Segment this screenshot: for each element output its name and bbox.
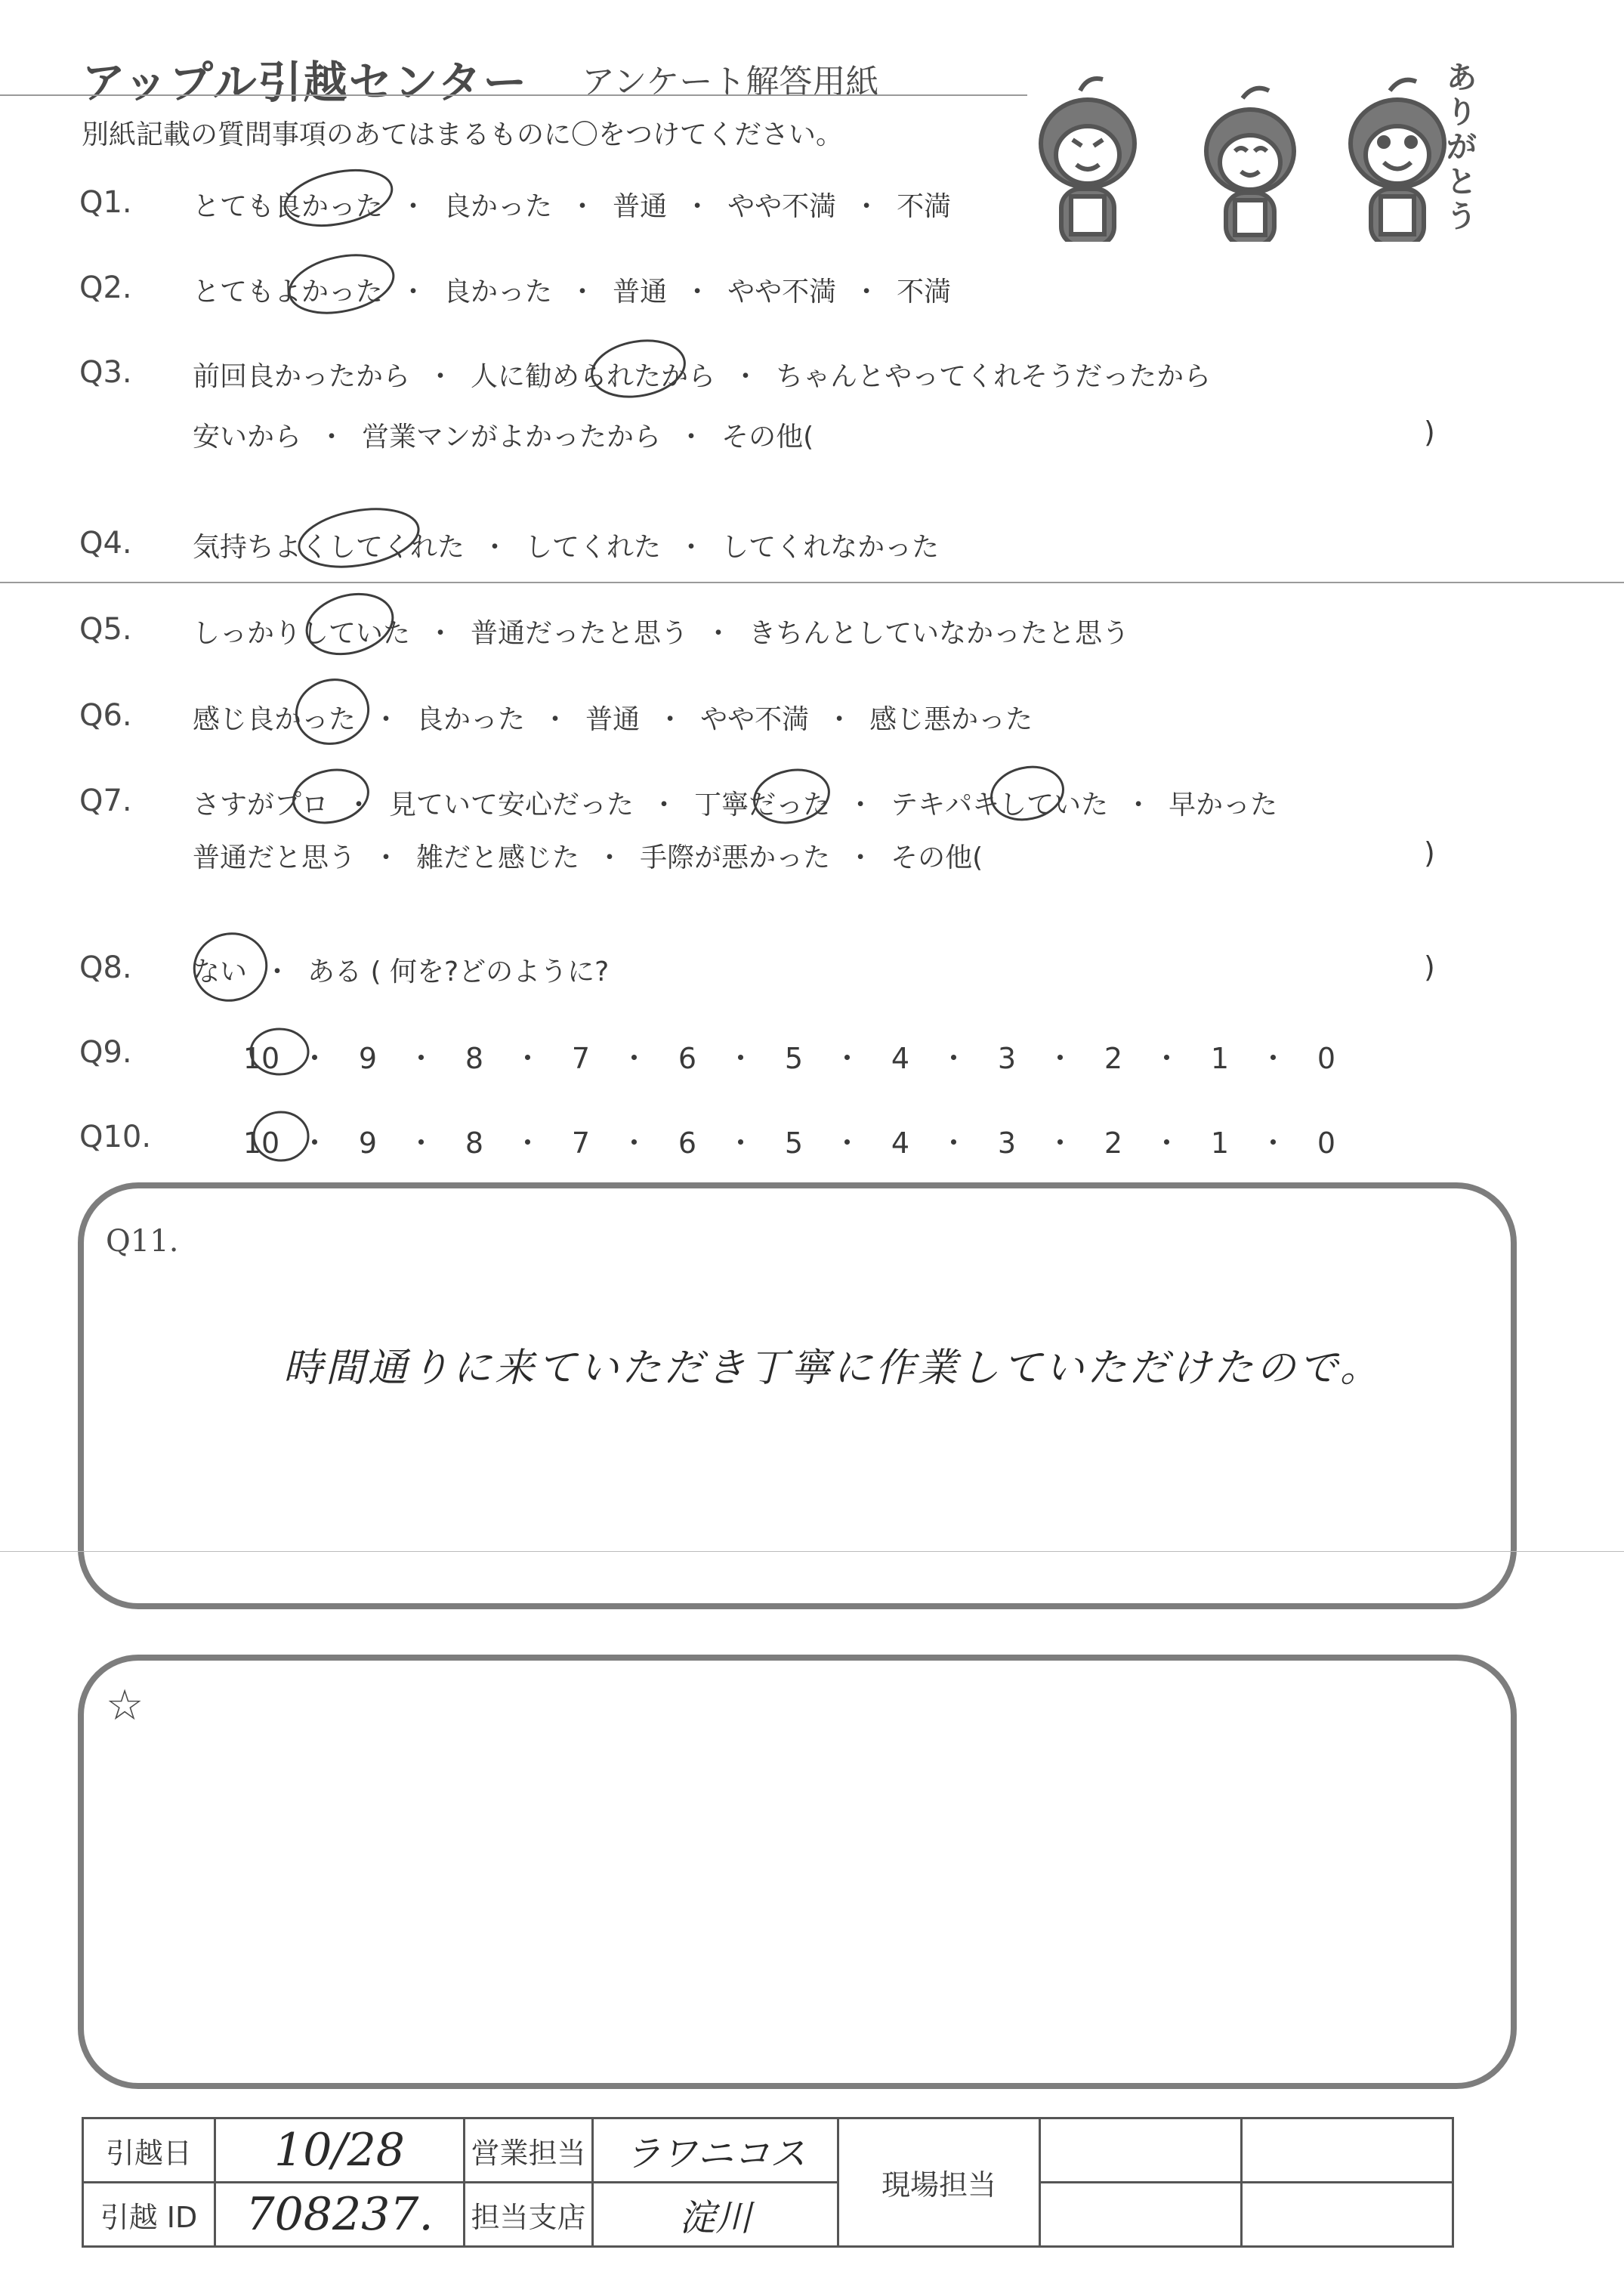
q1-option-2[interactable]: 良かった — [443, 191, 553, 222]
sales-label: 営業担当 — [465, 2118, 593, 2183]
site-staff-cell-1[interactable] — [1040, 2118, 1242, 2183]
q10-option-0[interactable]: 0 — [1317, 1126, 1336, 1160]
q10-option-6[interactable]: 6 — [678, 1126, 697, 1160]
branch-label: 担当支店 — [465, 2183, 593, 2247]
separator: ・ — [372, 704, 400, 735]
separator: ・ — [650, 790, 678, 820]
q2-label: Q2. — [79, 270, 132, 305]
q9-option-10[interactable]: 10 — [242, 1042, 280, 1075]
q1-option-3[interactable]: 普通 — [613, 191, 668, 222]
separator: ・ — [847, 790, 875, 820]
separator: ・ — [1152, 1042, 1181, 1075]
q6-option-5[interactable]: 感じ悪かった — [869, 704, 1033, 735]
branch-value[interactable] — [593, 2183, 838, 2247]
separator: ・ — [853, 191, 881, 222]
sales-value[interactable] — [593, 2118, 838, 2183]
separator: ・ — [300, 1126, 329, 1160]
separator: ・ — [939, 1042, 968, 1075]
q5-option-2[interactable]: 普通だったと思う — [471, 618, 689, 649]
q11-handwritten-comment[interactable]: 時間通りに来ていただき丁寧に作業していただけたので。 — [283, 1346, 1382, 1391]
q3-option-4[interactable]: 安いから — [193, 422, 302, 453]
separator: ・ — [1045, 1042, 1075, 1075]
separator: ・ — [372, 842, 400, 873]
q9-answer-circle — [251, 1029, 308, 1074]
separator: ・ — [684, 191, 712, 222]
q10-option-2[interactable]: 2 — [1104, 1126, 1123, 1160]
site-staff-cell-2[interactable] — [1242, 2118, 1453, 2183]
separator: ・ — [619, 1126, 649, 1160]
q7-option-6[interactable]: 普通だと思う — [193, 842, 357, 873]
q7-answer-circle-1 — [289, 763, 373, 829]
q7-option-8[interactable]: 手際が悪かった — [640, 842, 831, 873]
site-staff-label: 現場担当 — [838, 2118, 1040, 2247]
q9-option-5[interactable]: 5 — [784, 1042, 804, 1075]
move-id-value[interactable] — [215, 2183, 465, 2247]
star-icon: ☆ — [106, 1681, 144, 1730]
q3-option-1[interactable]: 前回良かったから — [193, 361, 411, 392]
q3-close-paren: ) — [1424, 416, 1435, 449]
q10-answer-circle — [254, 1112, 308, 1160]
q5-option-3[interactable]: きちんとしていなかったと思う — [749, 618, 1130, 649]
q5-answer-circle — [300, 585, 400, 663]
q8-answer-circle — [187, 926, 274, 1009]
separator: ・ — [726, 1126, 755, 1160]
separator: ・ — [400, 191, 428, 222]
q5-option-1[interactable]: しっかりしていた — [193, 618, 411, 649]
separator: ・ — [542, 704, 570, 735]
q4-option-3[interactable]: してくれなかった — [721, 532, 940, 563]
separator: ・ — [318, 422, 346, 453]
separator: ・ — [569, 191, 597, 222]
q10-option-7[interactable]: 7 — [571, 1126, 591, 1160]
separator: ・ — [619, 1042, 649, 1075]
q9-option-2[interactable]: 2 — [1104, 1042, 1123, 1075]
q10-label: Q10. — [79, 1120, 152, 1154]
q5-label: Q5. — [79, 612, 132, 647]
separator: ・ — [939, 1126, 968, 1160]
separator: ・ — [847, 842, 875, 873]
separator: ・ — [596, 842, 624, 873]
thanks-text: ありがとう — [1446, 60, 1477, 234]
q1-label: Q1. — [79, 185, 132, 220]
separator: ・ — [678, 422, 705, 453]
q2-option-1[interactable]: とてもよかった — [193, 277, 384, 307]
q10-option-9[interactable]: 9 — [358, 1126, 378, 1160]
q11-comment-box — [78, 1182, 1517, 1609]
q10-option-8[interactable]: 8 — [465, 1126, 484, 1160]
q3-option-other[interactable]: その他( — [721, 422, 814, 453]
q3-option-3[interactable]: ちゃんとやってくれそうだったから — [776, 361, 1212, 392]
separator: ・ — [705, 618, 733, 649]
q7-option-5[interactable]: 早かった — [1169, 790, 1278, 820]
q4-option-1[interactable]: 気持ちよくしてくれた — [193, 532, 465, 563]
q11-label: Q11. — [106, 1224, 179, 1259]
separator: ・ — [732, 361, 760, 392]
q10-option-10[interactable]: 10 — [242, 1126, 280, 1160]
q8-option-1[interactable]: ない — [193, 956, 248, 987]
separator: ・ — [513, 1126, 542, 1160]
q9-option-3[interactable]: 3 — [997, 1042, 1017, 1075]
separator: ・ — [513, 1042, 542, 1075]
fold-line — [0, 1551, 1624, 1552]
q7-option-1[interactable]: さすがプロ — [193, 790, 329, 820]
q9-option-9[interactable]: 9 — [358, 1042, 378, 1075]
q10-option-1[interactable]: 1 — [1210, 1126, 1230, 1160]
separator: ・ — [481, 532, 509, 563]
q6-label: Q6. — [79, 698, 132, 733]
separator: ・ — [406, 1042, 436, 1075]
q1-option-5[interactable]: 不満 — [897, 191, 952, 222]
branch-text: 淀川 — [678, 2196, 752, 2239]
q8-option-2[interactable]: ある ( 何を?どのように? — [307, 956, 610, 987]
separator: ・ — [826, 704, 854, 735]
q4-answer-circle — [295, 501, 423, 576]
survey-title: アップル引越センター — [82, 57, 529, 108]
separator: ・ — [264, 956, 292, 987]
move-date-text: 10/28 — [274, 2124, 405, 2177]
separator: ・ — [300, 1042, 329, 1075]
separator: ・ — [400, 277, 428, 307]
separator: ・ — [427, 618, 455, 649]
move-id-label: 引越 ID — [83, 2183, 215, 2247]
q9-option-4[interactable]: 4 — [891, 1042, 910, 1075]
separator: ・ — [345, 790, 373, 820]
sales-text: ラワニコス — [624, 2132, 806, 2175]
q8-close-paren: ) — [1424, 950, 1435, 984]
site-staff-cell-4[interactable] — [1242, 2183, 1453, 2247]
q9-option-8[interactable]: 8 — [465, 1042, 484, 1075]
q10-option-4[interactable]: 4 — [891, 1126, 910, 1160]
q10-option-5[interactable]: 5 — [784, 1126, 804, 1160]
separator: ・ — [853, 277, 881, 307]
separator: ・ — [406, 1126, 436, 1160]
q6-option-3[interactable]: 普通 — [585, 704, 641, 735]
q2-option-4[interactable]: やや不満 — [727, 277, 837, 307]
q3-answer-circle — [588, 334, 690, 403]
q4-option-2[interactable]: してくれた — [525, 532, 662, 563]
separator: ・ — [726, 1042, 755, 1075]
separator: ・ — [1152, 1126, 1181, 1160]
q1-option-4[interactable]: やや不満 — [727, 191, 837, 222]
q7-close-paren: ) — [1424, 836, 1435, 870]
move-date-value[interactable] — [215, 2118, 465, 2183]
q6-option-1[interactable]: 感じ良かった — [193, 704, 357, 735]
q7-answer-circle-2 — [749, 763, 834, 829]
move-date-label: 引越日 — [83, 2118, 215, 2183]
q3-label: Q3. — [79, 355, 132, 390]
separator: ・ — [684, 277, 712, 307]
separator: ・ — [832, 1126, 862, 1160]
q7-option-other[interactable]: その他( — [891, 842, 983, 873]
separator: ・ — [1258, 1126, 1288, 1160]
separator: ・ — [656, 704, 684, 735]
move-info-table — [82, 2117, 1454, 2248]
q3-option-5[interactable]: 営業マンがよかったから — [362, 422, 662, 453]
separator: ・ — [569, 277, 597, 307]
q2-answer-circle — [284, 246, 399, 322]
move-id-text: 708237. — [245, 2188, 434, 2241]
q7-option-4[interactable]: テキパキしていた — [891, 790, 1109, 820]
q7-option-7[interactable]: 雑だと感じた — [416, 842, 580, 873]
q6-option-4[interactable]: やや不満 — [700, 704, 810, 735]
q6-answer-circle — [289, 672, 375, 752]
separator: ・ — [1258, 1042, 1288, 1075]
q9-option-6[interactable]: 6 — [678, 1042, 697, 1075]
q3-option-2[interactable]: 人に勧められたから — [471, 361, 716, 392]
q9-option-7[interactable]: 7 — [571, 1042, 591, 1075]
site-staff-cell-3[interactable] — [1040, 2183, 1242, 2247]
survey-subtitle: アンケート解答用紙 — [582, 63, 879, 101]
q1-option-1[interactable]: とても良かった — [193, 191, 384, 222]
q7-option-3[interactable]: 丁寧だった — [694, 790, 831, 820]
q9-option-0[interactable]: 0 — [1317, 1042, 1336, 1075]
q7-answer-circle-3 — [986, 761, 1068, 826]
separator: ・ — [427, 361, 455, 392]
q2-option-2[interactable]: 良かった — [443, 277, 553, 307]
q6-option-2[interactable]: 良かった — [416, 704, 526, 735]
q9-option-1[interactable]: 1 — [1210, 1042, 1230, 1075]
q2-option-5[interactable]: 不満 — [897, 277, 952, 307]
q7-label: Q7. — [79, 783, 132, 818]
star-comment-box — [78, 1655, 1517, 2089]
q10-option-3[interactable]: 3 — [997, 1126, 1017, 1160]
q8-label: Q8. — [79, 950, 132, 985]
q9-label: Q9. — [79, 1035, 132, 1070]
q4-label: Q4. — [79, 526, 132, 561]
separator: ・ — [832, 1042, 862, 1075]
q1-answer-circle — [280, 162, 397, 234]
q7-option-2[interactable]: 見ていて安心だった — [389, 790, 634, 820]
separator: ・ — [1045, 1126, 1075, 1160]
instruction-text: 別紙記載の質問事項のあてはまるものに〇をつけてください。 — [82, 119, 844, 150]
q2-option-3[interactable]: 普通 — [613, 277, 668, 307]
separator: ・ — [1125, 790, 1153, 820]
separator: ・ — [678, 532, 705, 563]
